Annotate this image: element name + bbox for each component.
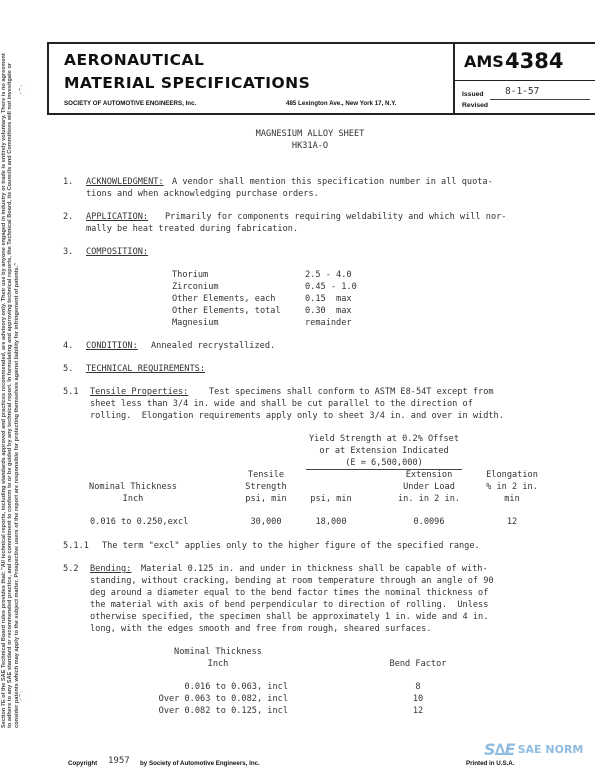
- bend-range: 0.016 to 0.063, incl: [184, 682, 288, 692]
- row-ext: 0.0096: [413, 517, 445, 527]
- footer-year: 1957: [108, 756, 130, 766]
- s52-line1: Material 0.125 in. and under in thickness shall be capable of with-: [141, 564, 488, 574]
- watermark-logo: [484, 740, 583, 759]
- s51-line3: rolling. Elongation requirements apply only to sheet 3/4 in. and over in width.: [90, 411, 504, 421]
- s52-line6: long, with the edges smooth and free from rough, sheared surfaces.: [90, 624, 432, 634]
- col-elong-1: Elongation: [486, 470, 538, 480]
- comp-name: Zirconium: [172, 282, 219, 292]
- bend-head-thick-2: Inch: [207, 659, 229, 669]
- col-tensile-2: Strength: [245, 482, 287, 492]
- s2-line2: mally be heat treated during fabrication.: [86, 224, 299, 234]
- col-ext-1: Extension: [405, 470, 453, 480]
- s3-num: 3.: [63, 247, 74, 257]
- col-ext-3: in. in 2 in.: [397, 494, 461, 504]
- comp-name: Magnesium: [172, 318, 219, 328]
- bend-range: Over 0.063 to 0.082, incl: [158, 694, 288, 704]
- s4-text: Annealed recrystallized.: [151, 341, 276, 351]
- issued-date: 8-1-57: [505, 86, 540, 97]
- col-thick-1: Nominal Thickness: [89, 482, 177, 492]
- revised-label: Revised: [462, 102, 489, 109]
- s1-head: ACKNOWLEDGMENT:: [86, 177, 164, 187]
- punch-hole-top: [19, 84, 32, 96]
- watermark-text: SAE NORM: [517, 743, 584, 756]
- punch-hole-bottom: [19, 690, 32, 702]
- yield-group-3: (E = 6,500,000): [345, 458, 423, 468]
- s511-num: 5.1.1: [63, 541, 89, 551]
- s5-head: TECHNICAL REQUIREMENTS:: [86, 364, 205, 374]
- s1-num: 1.: [63, 177, 74, 187]
- comp-value: 2.5 - 4.0: [305, 270, 352, 280]
- s51-line2: sheet less than 3/4 in. wide and shall be cut parallel to the direction of: [90, 399, 473, 409]
- issued-underline: [490, 99, 590, 100]
- s2-num: 2.: [63, 212, 74, 222]
- yield-group-1: Yield Strength at 0.2% Offset: [308, 434, 460, 444]
- col-tensile-3: psi, min: [245, 494, 287, 504]
- header-divider: [453, 42, 455, 115]
- s4-num: 4.: [63, 341, 74, 351]
- s1-line1: A vendor shall mention this specification number in all quota-: [172, 177, 493, 187]
- s4-head: CONDITION:: [86, 341, 138, 351]
- row-elong: 12: [506, 517, 518, 527]
- s2-line1: Primarily for components requiring weldability and which will nor-: [165, 212, 507, 222]
- bend-factor: 10: [412, 694, 424, 704]
- col-elong-3: min: [504, 494, 520, 504]
- header-society: SOCIETY OF AUTOMOTIVE ENGINEERS, Inc.: [64, 100, 197, 107]
- bend-head-factor: Bend Factor: [389, 659, 447, 669]
- side-disclaimer: [1, 48, 37, 728]
- row-thick: 0.016 to 0.250,excl: [90, 517, 189, 527]
- ams-number: 4384: [505, 49, 564, 73]
- col-thick-2: Inch: [122, 494, 144, 504]
- s52-num: 5.2: [63, 564, 79, 574]
- doc-title-2: HK31A-O: [291, 141, 329, 151]
- col-psi: psi, min: [310, 494, 352, 504]
- s52-head: Bending:: [90, 564, 132, 574]
- issued-label: Issued: [462, 91, 484, 98]
- comp-value: 0.30 max: [305, 306, 352, 316]
- col-elong-2: % in 2 in.: [486, 482, 538, 492]
- bend-factor: 12: [412, 706, 424, 716]
- row-yield: 18,000: [315, 517, 347, 527]
- s51-line1: Test specimens shall conform to ASTM E8-54T except from: [209, 387, 494, 397]
- footer-copyright-label: Copyright: [68, 760, 98, 767]
- bend-range: Over 0.082 to 0.125, incl: [158, 706, 288, 716]
- watermark-sae-icon: S∆E: [484, 740, 515, 759]
- s52-line5: otherwise specified, the specimen shall be approximately 1 in. wide and 4 in.: [90, 612, 489, 622]
- s3-head: COMPOSITION:: [86, 247, 149, 257]
- s51-head: Tensile Properties:: [90, 387, 189, 397]
- ams-rule: [455, 80, 595, 81]
- comp-value: remainder: [305, 318, 352, 328]
- comp-value: 0.15 max: [305, 294, 352, 304]
- s52-line4: the material with axis of bend perpendicular to direction of rolling. Unless: [90, 600, 489, 610]
- side-disclaimer-text: Section 7E of the SAE Technical Board rules provides that: "All technical reports, including standards approved and practices recommended, are advisory only. Their use by anyone engaged in industry or trade is entirely voluntary. There is no agreement to adhere to any SAE standard or recommended practice, and no commitment to conform to or be guided by any technical report. In formulating and approving technical reports, the Technical Board, its Councils and Committees will not investigate or consider patents which may apply to the subject matter. Prospective users of the report are responsible for protecting themselves against liability for infringement of patents.": [1, 53, 20, 728]
- comp-name: Thorium: [172, 270, 209, 280]
- col-ext-2: Under Load: [403, 482, 455, 492]
- yield-group-2: or at Extension Indicated: [319, 446, 449, 456]
- header-title-line2: MATERIAL SPECIFICATIONS: [64, 74, 311, 92]
- header-title-line1: AERONAUTICAL: [64, 51, 205, 69]
- comp-name: Other Elements, each: [172, 294, 276, 304]
- s1-line2: tions and when acknowledging purchase orders.: [86, 189, 319, 199]
- col-tensile-1: Tensile: [247, 470, 285, 480]
- s5-num: 5.: [63, 364, 74, 374]
- header-address: 485 Lexington Ave., New York 17, N.Y.: [286, 100, 397, 107]
- doc-title-1: MAGNESIUM ALLOY SHEET: [255, 129, 365, 139]
- bend-factor: 8: [415, 682, 421, 692]
- s51-num: 5.1: [63, 387, 79, 397]
- comp-value: 0.45 - 1.0: [305, 282, 357, 292]
- s52-line3: deg around a diameter equal to the bend factor times the nominal thickness of: [90, 588, 489, 598]
- s52-line2: standing, without cracking, bending at room temperature through an angle of 90: [90, 576, 494, 586]
- comp-name: Other Elements, total: [172, 306, 281, 316]
- footer-printed: Printed in U.S.A.: [466, 760, 515, 767]
- s511-text: The term "excl" applies only to the higher figure of the specified range.: [102, 541, 480, 551]
- s2-head: APPLICATION:: [86, 212, 149, 222]
- bend-head-thick-1: Nominal Thickness: [174, 647, 262, 657]
- ams-label: AMS: [464, 52, 504, 71]
- footer-by: by Society of Automotive Engineers, Inc.: [140, 760, 260, 767]
- row-tensile: 30,000: [250, 517, 282, 527]
